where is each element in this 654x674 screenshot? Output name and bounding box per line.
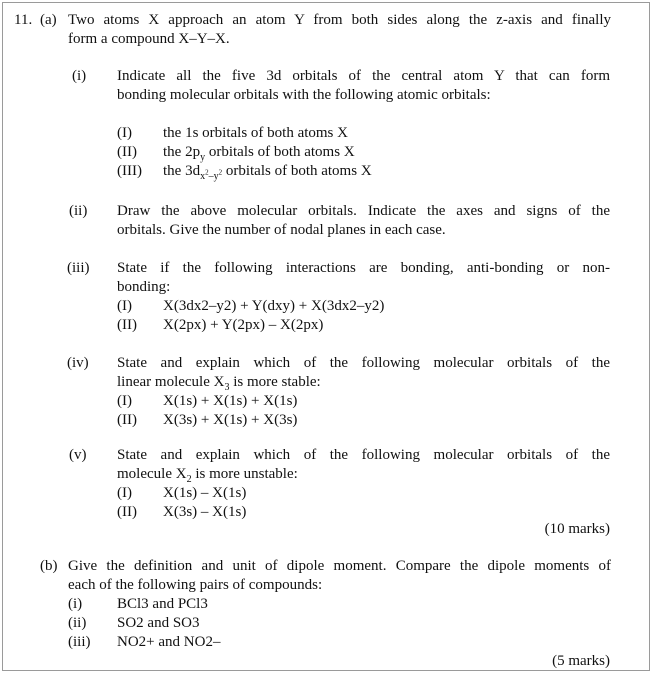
b-item3-label: (iii): [68, 634, 91, 650]
sub-iii-line1: State if the following interactions are bonding, anti-bonding or non-: [117, 260, 610, 276]
sub-iv-label: (iv): [67, 355, 89, 371]
sub-i-line1: Indicate all the five 3d orbitals of the central atom Y that can form: [117, 68, 610, 84]
v-item2-text: X(3s) – X(1s): [163, 504, 247, 520]
sub-ii-label: (ii): [69, 203, 88, 219]
sub-iii-label: (iii): [67, 260, 90, 276]
v-item1-text: X(1s) – X(1s): [163, 485, 247, 501]
sub-ii-line1: Draw the above molecular orbitals. Indicate the axes and signs of the: [117, 203, 610, 219]
question-number: 11.: [14, 12, 33, 28]
iv-item2-label: (II): [117, 412, 137, 428]
sub-i-line2: bonding molecular orbitals with the following atomic orbitals:: [117, 87, 491, 103]
i-item1-text: the 1s orbitals of both atoms X: [163, 125, 348, 141]
v-item1-label: (I): [117, 485, 132, 501]
i-item2-text: the $2p_y$ orbitals of both atoms X: [163, 144, 355, 163]
b-item1-text: BCl3 and PCl3: [117, 596, 208, 612]
iii-item1-label: (I): [117, 298, 132, 314]
sub-iv-line1: State and explain which of the following molecular orbitals of the: [117, 355, 610, 371]
v-item2-label: (II): [117, 504, 137, 520]
part-b-line2: each of the following pairs of compounds:: [68, 577, 323, 593]
part-a-label: (a): [40, 12, 57, 28]
sub-v-label: (v): [69, 447, 87, 463]
b-item1-label: (i): [68, 596, 83, 612]
sub-ii-line2: orbitals. Give the number of nodal planes in each case.: [117, 222, 446, 238]
b-item3-text: NO2+ and NO2–: [117, 634, 221, 650]
b-item2-text: SO2 and SO3: [117, 615, 200, 631]
part-a-marks: (10 marks): [544, 521, 610, 537]
iii-item2-text: X(2px) + Y(2px) – X(2px): [163, 317, 324, 333]
iii-item2-label: (II): [117, 317, 137, 333]
sub-v-line1: State and explain which of the following molecular orbitals of the: [117, 447, 610, 463]
part-b-line1: Give the definition and unit of dipole moment. Compare the dipole moments of: [68, 558, 611, 574]
iii-item1-text: X(3dx2–y2) + Y(dxy) + X(3dx2–y2): [163, 298, 385, 314]
iv-item2-text: X(3s) + X(1s) + X(3s): [163, 412, 298, 428]
sub-i-label: (i): [72, 68, 87, 84]
part-a-intro-line2: form a compound X–Y–X.: [68, 31, 230, 47]
i-item3-label: (III): [117, 163, 142, 179]
b-item2-label: (ii): [68, 615, 87, 631]
part-a-intro-line1: Two atoms X approach an atom Y from both sides along the z-axis and finally: [68, 12, 611, 28]
part-b-label: (b): [40, 558, 58, 574]
i-item1-label: (I): [117, 125, 132, 141]
sub-iii-line2: bonding:: [117, 279, 171, 295]
sub-v-line2: molecule $X_2$ is more unstable:: [117, 466, 298, 485]
iv-item1-label: (I): [117, 393, 132, 409]
part-b-marks: (5 marks): [552, 653, 610, 669]
i-item2-label: (II): [117, 144, 137, 160]
iv-item1-text: X(1s) + X(1s) + X(1s): [163, 393, 298, 409]
sub-iv-line2: linear molecule $X_3$ is more stable:: [117, 374, 321, 393]
i-item3-text: the $3d_{x^2-y^2}$ orbitals of both atoms X: [163, 163, 372, 182]
